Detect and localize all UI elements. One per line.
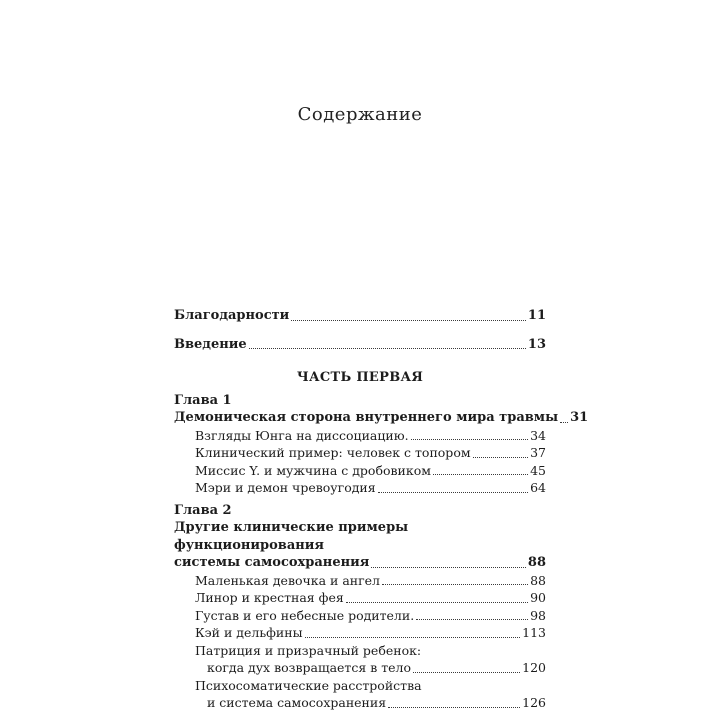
toc-entry-page: 113: [522, 625, 546, 640]
toc-entry: [174, 572, 546, 590]
chapter-number: Глава 2: [174, 502, 232, 518]
toc-entry: [174, 589, 546, 607]
toc-entry: [174, 307, 546, 325]
toc-entry-page: 37: [530, 445, 546, 460]
toc-entry: [174, 479, 546, 497]
dot-leader: [305, 637, 521, 638]
toc-entry-label: Мэри и демон чревоугодия: [195, 480, 376, 495]
toc-entry: [174, 427, 546, 445]
toc-entry: [174, 444, 546, 462]
toc-entry-page: 11: [527, 308, 546, 323]
dot-leader: [249, 348, 526, 349]
dot-leader: [291, 320, 526, 321]
toc-entry-label: Кэй и дельфины: [195, 625, 303, 640]
page-title: Содержание: [297, 104, 423, 125]
toc-entry-label: и система самосохранения: [207, 695, 387, 710]
dot-leader: [382, 584, 528, 585]
toc-entry: [174, 462, 546, 480]
dot-leader: [473, 457, 529, 458]
part-heading: ЧАСТЬ ПЕРВАЯ: [296, 370, 424, 385]
dot-leader: [371, 567, 526, 568]
toc-entry-page: 88: [527, 555, 546, 570]
toc-entry-label: когда дух возвращается в тело: [207, 660, 411, 675]
toc-entry-line1: Другие клинические примеры функционирования: [174, 520, 409, 553]
toc-entry-line1: Патриция и призрачный ребенок:: [195, 642, 422, 658]
toc-entry: [174, 554, 546, 572]
toc-entry-label: Маленькая девочка и ангел: [195, 572, 380, 588]
toc-entry-page: 45: [530, 462, 546, 478]
toc-entry-page: 126: [522, 695, 546, 710]
toc-entry-label: Линор и крестная фея: [195, 590, 344, 605]
toc-entry: [174, 607, 546, 625]
toc-entry-label: Клинический пример: человек с топором: [195, 445, 471, 460]
toc-entry-page: 98: [530, 607, 546, 623]
toc-entry-label: Введение: [174, 336, 247, 352]
toc-entry-page: 34: [530, 427, 546, 443]
chapter-number: Глава 1: [174, 392, 232, 408]
toc-entry-label: Благодарности: [174, 308, 290, 323]
toc-entry-label: Демоническая сторона внутреннего мира травмы: [174, 410, 559, 425]
toc-chapter: [174, 502, 546, 712]
toc-entry-line1: Психосоматические расстройства: [195, 677, 422, 693]
dot-leader: [411, 439, 529, 440]
toc-entry-page: 88: [530, 572, 546, 588]
toc-entry-page: 64: [530, 480, 546, 495]
dot-leader: [346, 602, 528, 603]
toc-entry-page: 90: [530, 590, 546, 605]
toc-entry-page: 31: [570, 410, 589, 425]
toc-entry: [174, 336, 546, 354]
toc-chapter: [174, 392, 589, 497]
toc-content: [174, 307, 589, 712]
toc-entry-label: Взгляды Юнга на диссоциацию.: [195, 427, 409, 443]
dot-leader: [560, 422, 568, 423]
toc-entry-page: 120: [522, 660, 546, 675]
toc-entry: [174, 624, 546, 642]
dot-leader: [413, 672, 520, 673]
toc-entry: [174, 694, 546, 712]
toc-entry: [174, 409, 589, 427]
dot-leader: [416, 619, 528, 620]
toc-entry: [174, 659, 546, 677]
toc-entry-label: Миссис Y. и мужчина с дробовиком: [195, 462, 431, 478]
dot-leader: [378, 492, 528, 493]
toc-entry-label: системы самосохранения: [174, 555, 370, 570]
dot-leader: [433, 474, 528, 475]
toc-entry-label: Густав и его небесные родители.: [195, 607, 415, 623]
toc-entry-page: 13: [527, 336, 546, 352]
dot-leader: [388, 707, 520, 708]
